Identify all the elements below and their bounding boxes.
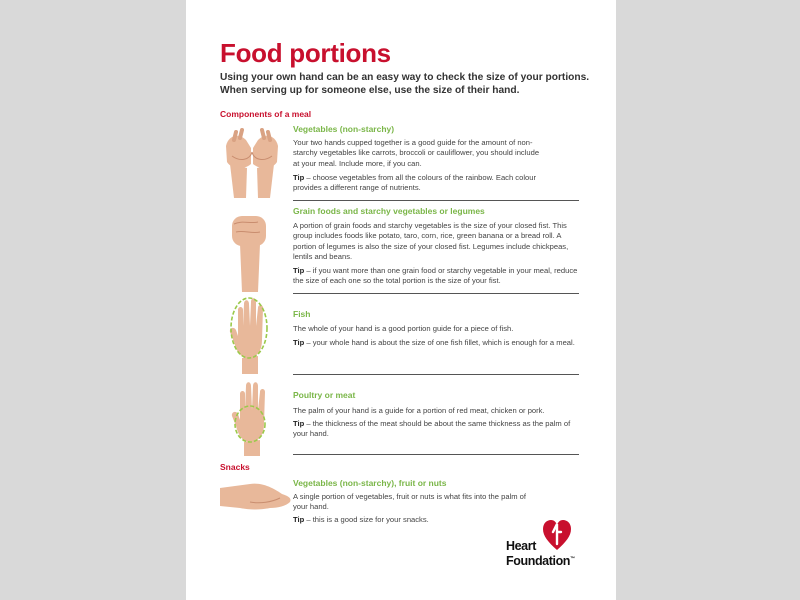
logo-wordmark bbox=[506, 540, 575, 568]
tip-label: Tip bbox=[293, 419, 305, 428]
section-label-meal: Components of a meal bbox=[220, 109, 312, 119]
cupped-hands-icon bbox=[220, 126, 284, 198]
divider bbox=[293, 454, 579, 455]
palm-icon bbox=[230, 378, 272, 456]
tip-body: – your whole hand is about the size of one fish fillet, which is enough for a meal. bbox=[304, 338, 575, 347]
intro-text: Using your own hand can be an easy way to check the size of your portions. When serving up for someone else, use the size of their hand. bbox=[220, 72, 590, 96]
tip-body: – this is a good size for your snacks. bbox=[304, 515, 429, 524]
item-body-grain: A portion of grain foods and starchy vegetables is the size of your closed fist. This group includes foods like potato, taro, corn, rice, green banana or a bread roll. A portion of legumes is also the size of your closed fist. Legumes include chickpeas, lentils and beans. bbox=[293, 221, 569, 261]
logo-trademark: ™ bbox=[570, 556, 575, 562]
item-heading-vegetables: Vegetables (non-starchy) bbox=[293, 124, 395, 134]
whole-hand-icon bbox=[228, 296, 272, 374]
tip-label: Tip bbox=[293, 515, 305, 524]
closed-fist-icon bbox=[228, 212, 270, 292]
tip-label: Tip bbox=[293, 338, 305, 347]
divider bbox=[293, 374, 579, 375]
logo-foundation-text: Foundation bbox=[506, 554, 571, 569]
item-heading-snacks: Vegetables (non-starchy), fruit or nuts bbox=[293, 478, 447, 488]
item-body-fish: The whole of your hand is a good portion guide for a piece of fish. bbox=[293, 324, 514, 333]
item-heading-poultry: Poultry or meat bbox=[293, 390, 356, 400]
item-heading-fish: Fish bbox=[293, 309, 311, 319]
tip-body: – choose vegetables from all the colours of the rainbow. Each colour provides a different range of nutrients. bbox=[293, 173, 536, 193]
tip-label: Tip bbox=[293, 173, 305, 182]
open-palm-icon bbox=[220, 480, 292, 518]
item-body-vegetables: Your two hands cupped together is a good guide for the amount of non-starchy vegetables like carrots, broccoli or cauliflower, you should include at your meal. Include more, if you can. bbox=[293, 138, 540, 168]
divider bbox=[293, 293, 579, 294]
section-label-snacks: Snacks bbox=[220, 462, 250, 472]
logo-line-heart: Heart bbox=[506, 539, 536, 553]
item-tip-vegetables bbox=[293, 173, 538, 194]
tip-label: Tip bbox=[293, 266, 305, 275]
item-heading-grain: Grain foods and starchy vegetables or legumes bbox=[293, 206, 485, 216]
item-tip-poultry bbox=[293, 419, 583, 440]
page-title: Food portions bbox=[220, 38, 391, 68]
item-tip-fish bbox=[293, 338, 578, 348]
tip-body: – the thickness of the meat should be about the same thickness as the palm of your hand. bbox=[293, 419, 571, 439]
divider bbox=[293, 200, 579, 201]
heart-foundation-logo bbox=[506, 518, 586, 570]
item-body-poultry: The palm of your hand is a guide for a portion of red meat, chicken or pork. bbox=[293, 406, 545, 415]
item-body-snacks: A single portion of vegetables, fruit or nuts is what fits into the palm of your hand. bbox=[293, 492, 526, 512]
item-tip-grain bbox=[293, 266, 583, 287]
tip-body: – if you want more than one grain food or starchy vegetable in your meal, reduce the size of each one so the total portion is the size of your fist. bbox=[293, 266, 578, 286]
logo-line-foundation bbox=[506, 553, 575, 568]
document-page bbox=[186, 0, 616, 600]
